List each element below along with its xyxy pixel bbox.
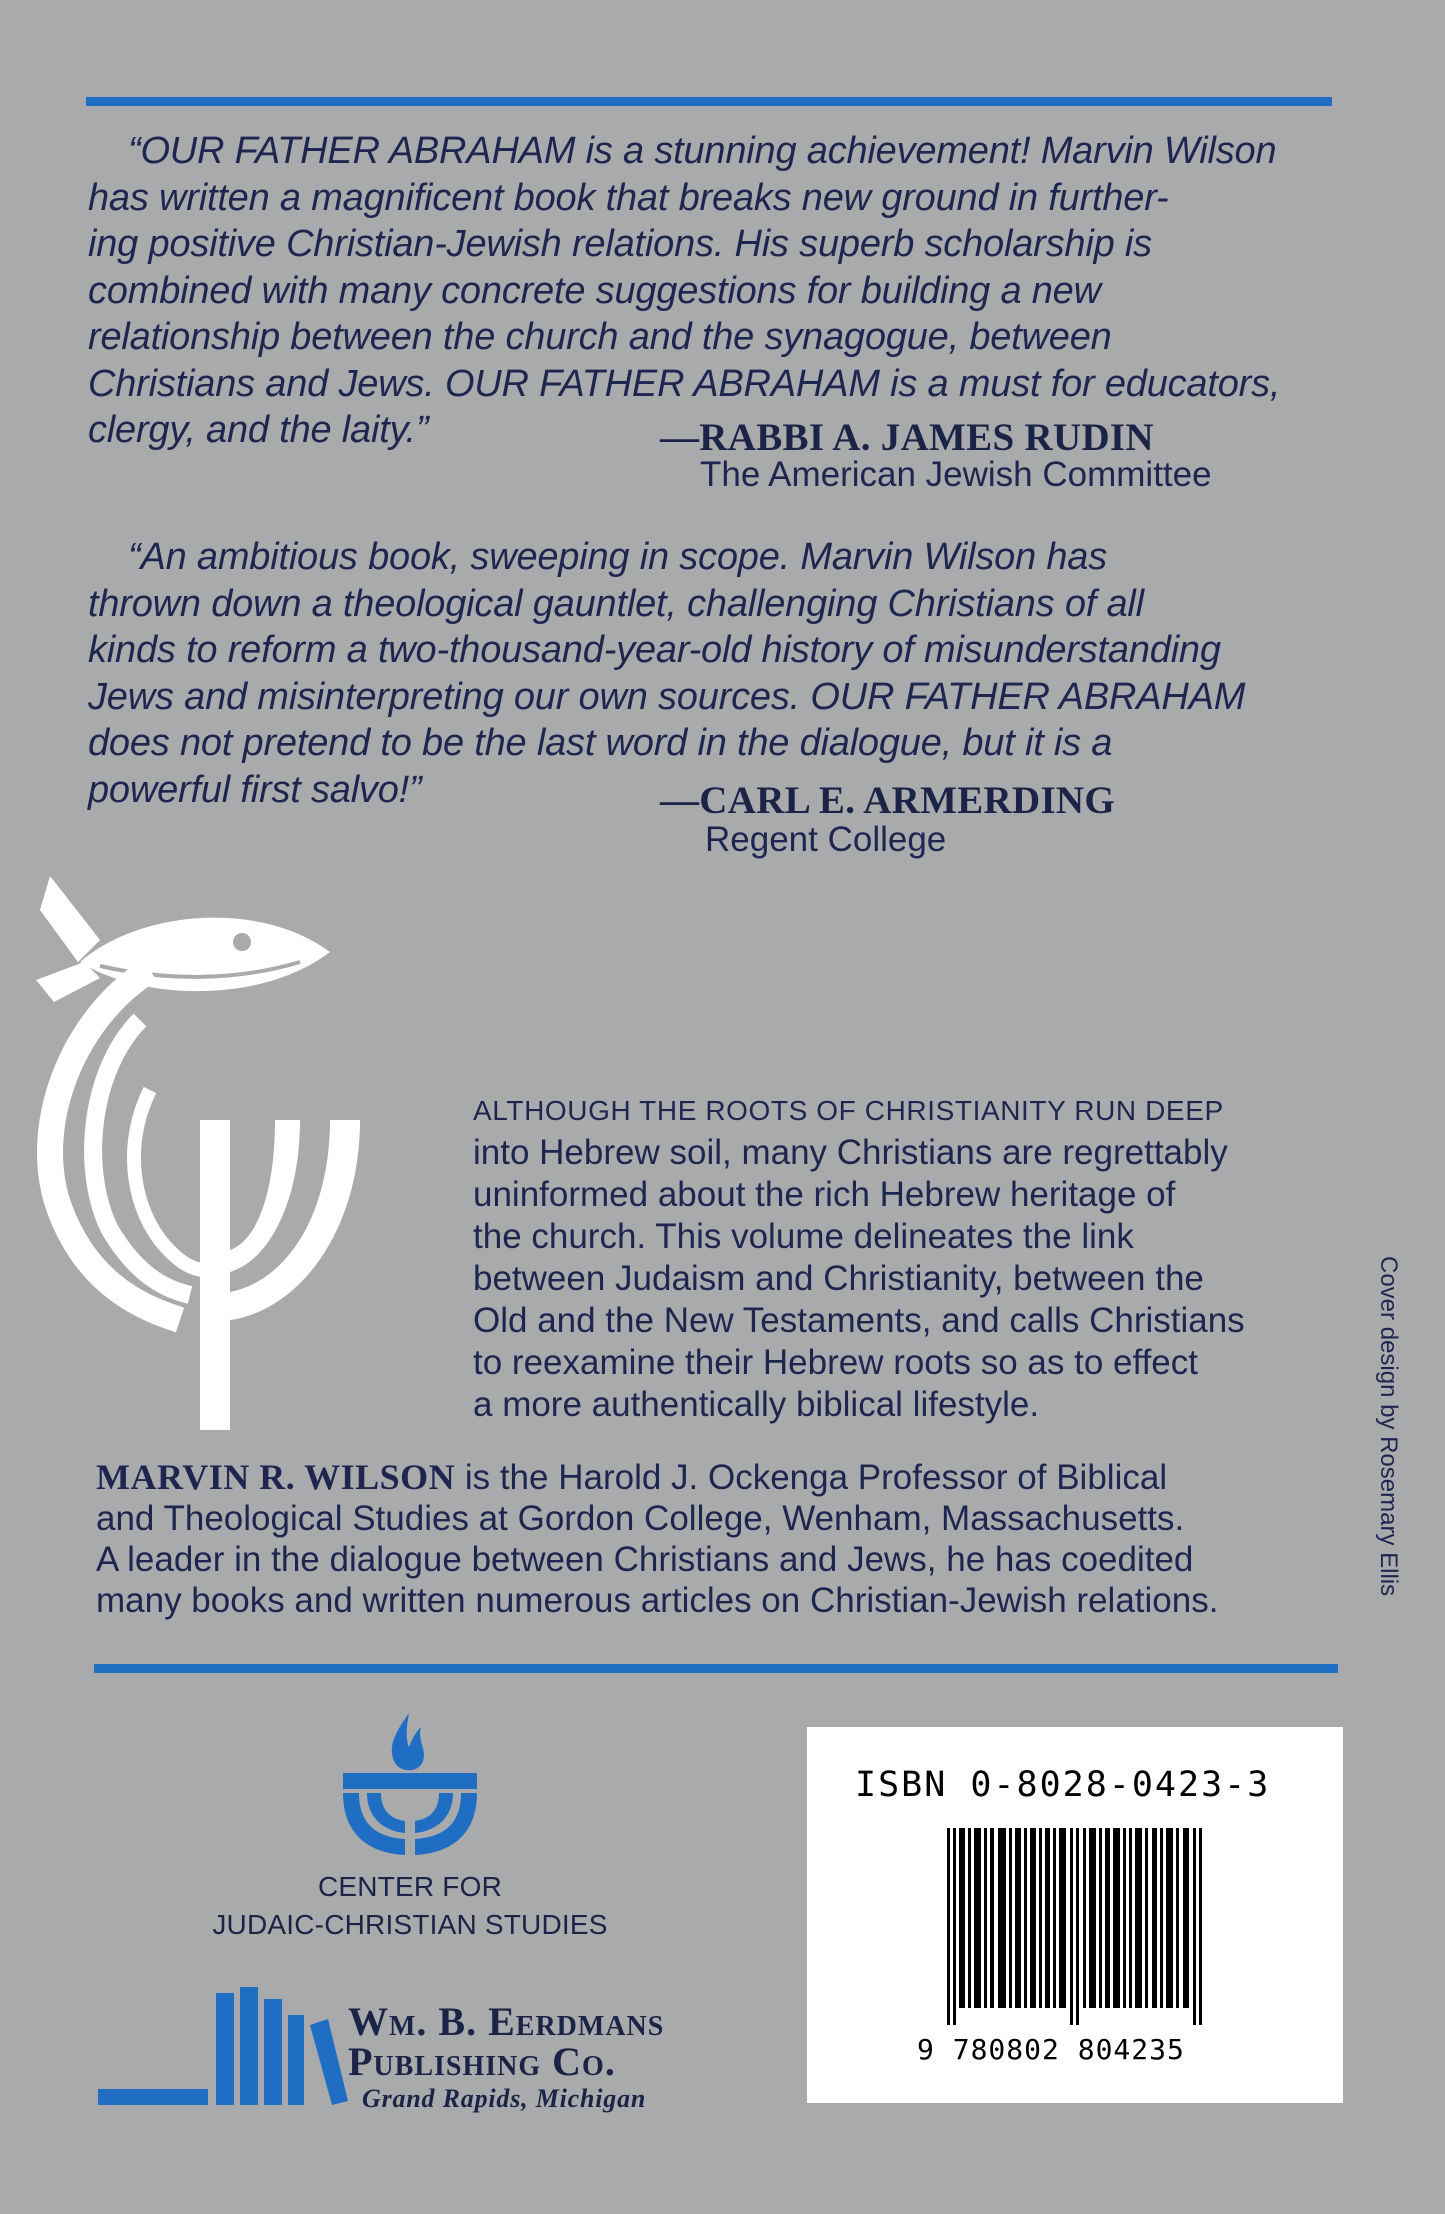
description-line: between Judaism and Christianity, between the [473,1259,1204,1298]
book-description [473,1090,1353,1426]
description-line: Old and the New Testaments, and calls Christians [473,1301,1245,1340]
quote-line: relationship between the church and the synagogue, between [88,316,1112,358]
bio-line: many books and written numerous articles on Christian-Jewish relations. [96,1581,1219,1620]
quote-line: combined with many concrete suggestions for building a new [88,269,1101,312]
author-name: MARVIN R. WILSON [96,1457,456,1497]
barcode-number: 9 780802 804235 [917,2033,1185,2066]
quote-affiliation-armerding: Regent College [705,820,947,859]
quote-author-rudin: —RABBI A. JAMES RUDIN [660,416,1154,459]
description-line: to reexamine their Hebrew roots so as to effect [473,1343,1198,1382]
author-bio [96,1457,1356,1621]
quote-line: does not pretend to be the last word in the dialogue, but it is a [88,722,1113,764]
barcode [947,1828,1207,2025]
bio-line [96,1457,1356,1498]
isbn-barcode-panel [807,1727,1343,2103]
quote-line: “OUR FATHER ABRAHAM is a stunning achievement! Marvin Wilson [128,130,1277,172]
description-line: ALTHOUGH THE ROOTS OF CHRISTIANITY RUN DEEP [473,1095,1224,1126]
books-icon [98,1985,348,2110]
center-name-line: CENTER FOR [318,1871,502,1902]
bio-line-rest: is the Harold J. Ockenga Professor of Biblical [455,1458,1168,1497]
publisher-name [348,1999,665,2116]
quote-affiliation-rudin: The American Jewish Committee [700,455,1212,494]
description-line: uninformed about the rich Hebrew heritage of [473,1175,1176,1214]
center-name [160,1868,660,1944]
endorsement-quote-rudin [88,128,1343,454]
flame-book-icon [335,1713,485,1863]
fish-menorah-icon [30,870,470,1430]
cover-design-credit: Cover design by Rosemary Ellis [1375,1256,1402,1597]
quote-line: powerful first salvo!” [88,768,422,811]
quote-line: ing positive Christian-Jewish relations. His superb scholarship is [88,223,1152,265]
description-line: the church. This volume delineates the link [473,1217,1134,1256]
isbn-label: ISBN 0-8028-0423-3 [855,1765,1271,1805]
publisher-name-line: Wm. B. Eerdmans [348,1999,665,2044]
quote-line: Jews and misinterpreting our own sources. OUR FATHER ABRAHAM [88,675,1246,718]
quote-line: thrown down a theological gauntlet, challenging Christians of all [88,582,1144,625]
center-name-line: JUDAIC-CHRISTIAN STUDIES [212,1909,608,1940]
quote-line: Christians and Jews. OUR FATHER ABRAHAM is a must for educators, [88,362,1281,405]
bio-line: A leader in the dialogue between Christians and Jews, he has coedited [96,1540,1194,1579]
bottom-rule [94,1664,1338,1673]
bio-line: and Theological Studies at Gordon College, Wenham, Massachusetts. [96,1499,1185,1538]
quote-line: has written a magnificent book that breaks new ground in further- [88,176,1169,219]
quote-line: clergy, and the laity.” [88,409,429,451]
description-line: a more authentically biblical lifestyle. [473,1385,1040,1424]
quote-line: kinds to reform a two-thousand-year-old history of misunderstanding [88,629,1221,671]
quote-author-armerding: —CARL E. ARMERDING [660,779,1116,822]
publisher-location: Grand Rapids, Michigan [362,2084,647,2113]
top-rule [86,97,1332,106]
quote-line: “An ambitious book, sweeping in scope. Marvin Wilson has [128,536,1108,578]
endorsement-quote-armerding [88,534,1343,813]
publisher-name-line: Publishing Co. [348,2039,616,2084]
description-line: into Hebrew soil, many Christians are regrettably [473,1133,1228,1172]
